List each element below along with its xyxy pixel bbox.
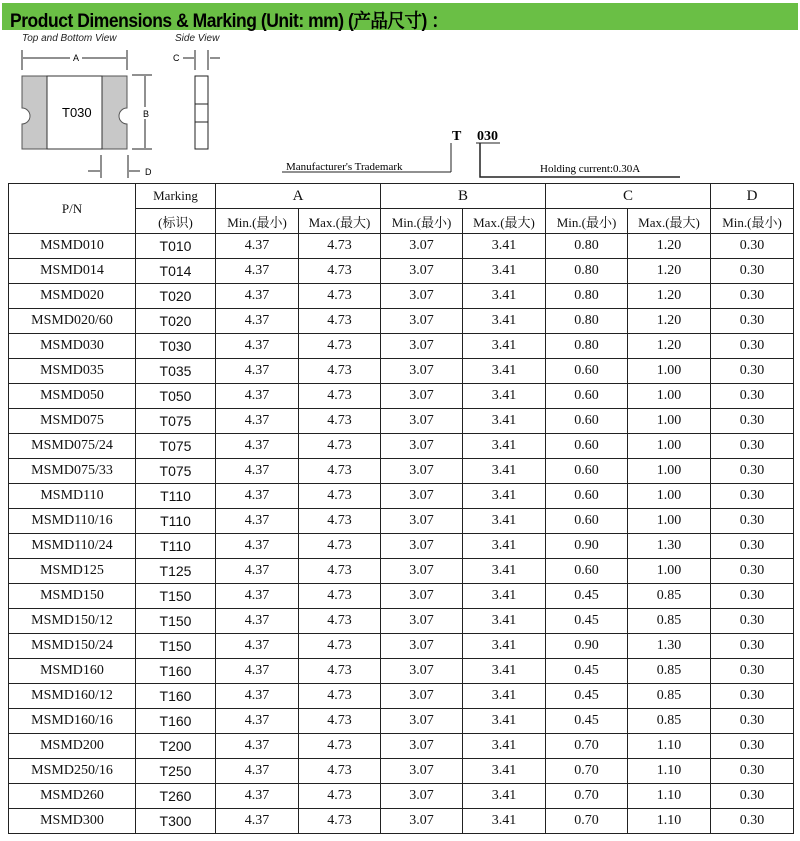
table-row: [9, 684, 794, 709]
marking-code: 030: [477, 129, 498, 144]
header-d: D: [711, 184, 794, 209]
cell-b-max: 3.41: [463, 659, 546, 684]
cell-b-max: 3.41: [463, 734, 546, 759]
cell-a-min: 4.37: [216, 559, 299, 584]
cell-c-max: 0.85: [628, 584, 711, 609]
header-marking: Marking: [136, 184, 216, 209]
cell-a-min: 4.37: [216, 484, 299, 509]
cell-a-max: 4.73: [299, 609, 381, 634]
cell-b-max: 3.41: [463, 409, 546, 434]
cell-marking: T150: [136, 584, 216, 609]
cell-a-min: 4.37: [216, 734, 299, 759]
cell-marking: T125: [136, 559, 216, 584]
header-c-max: Max.(最大): [628, 209, 711, 234]
cell-pn: MSMD150/12: [9, 609, 136, 634]
cell-c-max: 1.00: [628, 434, 711, 459]
cell-a-min: 4.37: [216, 609, 299, 634]
cell-b-max: 3.41: [463, 284, 546, 309]
cell-b-min: 3.07: [381, 634, 463, 659]
cell-marking: T110: [136, 484, 216, 509]
cell-b-min: 3.07: [381, 659, 463, 684]
cell-b-min: 3.07: [381, 309, 463, 334]
cell-pn: MSMD010: [9, 234, 136, 259]
cell-a-max: 4.73: [299, 584, 381, 609]
cell-marking: T030: [136, 334, 216, 359]
cell-b-max: 3.41: [463, 609, 546, 634]
cell-pn: MSMD250/16: [9, 759, 136, 784]
cell-marking: T300: [136, 809, 216, 834]
cell-d-min: 0.30: [711, 384, 794, 409]
cell-c-max: 1.00: [628, 559, 711, 584]
cell-c-min: 0.60: [546, 359, 628, 384]
cell-a-min: 4.37: [216, 259, 299, 284]
cell-c-min: 0.60: [546, 459, 628, 484]
cell-b-min: 3.07: [381, 284, 463, 309]
cell-c-max: 1.20: [628, 334, 711, 359]
header-pn: P/N: [9, 184, 136, 234]
table-row: [9, 459, 794, 484]
cell-c-min: 0.70: [546, 759, 628, 784]
cell-pn: MSMD125: [9, 559, 136, 584]
cell-b-max: 3.41: [463, 634, 546, 659]
dim-b-label: B: [143, 109, 150, 119]
cell-b-min: 3.07: [381, 784, 463, 809]
cell-c-min: 0.60: [546, 484, 628, 509]
cell-c-max: 1.00: [628, 359, 711, 384]
cell-a-max: 4.73: [299, 334, 381, 359]
cell-d-min: 0.30: [711, 584, 794, 609]
cell-c-min: 0.90: [546, 634, 628, 659]
table-row: [9, 784, 794, 809]
cell-a-min: 4.37: [216, 784, 299, 809]
table-row: [9, 234, 794, 259]
cell-b-min: 3.07: [381, 334, 463, 359]
cell-c-max: 1.10: [628, 734, 711, 759]
cell-marking: T014: [136, 259, 216, 284]
cell-d-min: 0.30: [711, 684, 794, 709]
cell-b-max: 3.41: [463, 459, 546, 484]
cell-marking: T110: [136, 534, 216, 559]
cell-a-max: 4.73: [299, 309, 381, 334]
cell-d-min: 0.30: [711, 534, 794, 559]
cell-c-max: 1.00: [628, 509, 711, 534]
chip-marking: T030: [62, 105, 92, 120]
cell-a-max: 4.73: [299, 659, 381, 684]
dim-c-label: C: [173, 53, 180, 63]
cell-pn: MSMD110/16: [9, 509, 136, 534]
cell-b-max: 3.41: [463, 534, 546, 559]
cell-c-max: 1.10: [628, 809, 711, 834]
cell-a-max: 4.73: [299, 634, 381, 659]
cell-marking: T020: [136, 284, 216, 309]
cell-marking: T160: [136, 684, 216, 709]
cell-b-max: 3.41: [463, 359, 546, 384]
cell-marking: T250: [136, 759, 216, 784]
section-title: Product Dimensions & Marking (Unit: mm) (产品尺寸) ：: [10, 11, 449, 32]
cell-a-max: 4.73: [299, 534, 381, 559]
cell-marking: T150: [136, 609, 216, 634]
header-c: C: [546, 184, 711, 209]
cell-pn: MSMD020/60: [9, 309, 136, 334]
table-row: [9, 359, 794, 384]
cell-marking: T050: [136, 384, 216, 409]
cell-pn: MSMD150: [9, 584, 136, 609]
cell-pn: MSMD110: [9, 484, 136, 509]
cell-b-max: 3.41: [463, 759, 546, 784]
cell-a-max: 4.73: [299, 759, 381, 784]
cell-pn: MSMD160/12: [9, 684, 136, 709]
cell-a-min: 4.37: [216, 659, 299, 684]
dim-d-label: D: [145, 167, 152, 177]
cell-d-min: 0.30: [711, 459, 794, 484]
cell-c-min: 0.60: [546, 434, 628, 459]
cell-d-min: 0.30: [711, 759, 794, 784]
cell-marking: T150: [136, 634, 216, 659]
cell-a-max: 4.73: [299, 234, 381, 259]
cell-marking: T035: [136, 359, 216, 384]
cell-d-min: 0.30: [711, 259, 794, 284]
cell-pn: MSMD110/24: [9, 534, 136, 559]
cell-d-min: 0.30: [711, 234, 794, 259]
cell-marking: T075: [136, 409, 216, 434]
cell-pn: MSMD030: [9, 334, 136, 359]
cell-a-max: 4.73: [299, 784, 381, 809]
cell-c-max: 1.10: [628, 784, 711, 809]
cell-a-max: 4.73: [299, 359, 381, 384]
cell-a-min: 4.37: [216, 584, 299, 609]
cell-c-max: 1.00: [628, 409, 711, 434]
table-row: [9, 759, 794, 784]
header-marking-cn: (标识): [136, 209, 216, 234]
cell-d-min: 0.30: [711, 409, 794, 434]
cell-pn: MSMD014: [9, 259, 136, 284]
cell-c-max: 1.00: [628, 484, 711, 509]
cell-a-min: 4.37: [216, 334, 299, 359]
cell-c-min: 0.60: [546, 559, 628, 584]
header-a-max: Max.(最大): [299, 209, 381, 234]
cell-a-min: 4.37: [216, 534, 299, 559]
cell-d-min: 0.30: [711, 734, 794, 759]
cell-c-min: 0.80: [546, 309, 628, 334]
cell-a-min: 4.37: [216, 409, 299, 434]
header-b-max: Max.(最大): [463, 209, 546, 234]
cell-c-max: 0.85: [628, 659, 711, 684]
cell-b-min: 3.07: [381, 484, 463, 509]
cell-b-max: 3.41: [463, 434, 546, 459]
cell-a-max: 4.73: [299, 709, 381, 734]
cell-d-min: 0.30: [711, 309, 794, 334]
cell-marking: T110: [136, 509, 216, 534]
cell-c-min: 0.80: [546, 234, 628, 259]
cell-b-min: 3.07: [381, 709, 463, 734]
cell-c-min: 0.70: [546, 809, 628, 834]
cell-b-min: 3.07: [381, 534, 463, 559]
cell-b-min: 3.07: [381, 809, 463, 834]
cell-pn: MSMD075: [9, 409, 136, 434]
table-row: [9, 709, 794, 734]
cell-marking: T160: [136, 709, 216, 734]
cell-a-min: 4.37: [216, 459, 299, 484]
cell-b-max: 3.41: [463, 484, 546, 509]
cell-c-max: 1.10: [628, 759, 711, 784]
cell-c-min: 0.80: [546, 259, 628, 284]
cell-b-max: 3.41: [463, 384, 546, 409]
cell-a-max: 4.73: [299, 509, 381, 534]
cell-c-min: 0.80: [546, 284, 628, 309]
cell-c-min: 0.60: [546, 409, 628, 434]
marking-prefix: T: [452, 129, 462, 144]
cell-marking: T010: [136, 234, 216, 259]
cell-d-min: 0.30: [711, 434, 794, 459]
cell-marking: T160: [136, 659, 216, 684]
cell-pn: MSMD050: [9, 384, 136, 409]
cell-c-max: 1.00: [628, 384, 711, 409]
cell-c-max: 1.00: [628, 459, 711, 484]
table-row: [9, 409, 794, 434]
cell-a-min: 4.37: [216, 709, 299, 734]
cell-c-min: 0.80: [546, 334, 628, 359]
cell-b-min: 3.07: [381, 259, 463, 284]
cell-d-min: 0.30: [711, 284, 794, 309]
cell-d-min: 0.30: [711, 659, 794, 684]
table-row: [9, 809, 794, 834]
cell-a-min: 4.37: [216, 309, 299, 334]
table-row: [9, 534, 794, 559]
cell-b-min: 3.07: [381, 584, 463, 609]
cell-marking: T075: [136, 459, 216, 484]
cell-a-max: 4.73: [299, 734, 381, 759]
cell-pn: MSMD075/33: [9, 459, 136, 484]
cell-a-max: 4.73: [299, 809, 381, 834]
header-b: B: [381, 184, 546, 209]
cell-c-min: 0.45: [546, 684, 628, 709]
dimension-diagram: [0, 0, 800, 183]
cell-a-max: 4.73: [299, 409, 381, 434]
cell-b-max: 3.41: [463, 784, 546, 809]
cell-c-max: 1.30: [628, 634, 711, 659]
cell-d-min: 0.30: [711, 484, 794, 509]
cell-c-min: 0.70: [546, 784, 628, 809]
header-b-min: Min.(最小): [381, 209, 463, 234]
cell-c-min: 0.60: [546, 384, 628, 409]
cell-b-max: 3.41: [463, 709, 546, 734]
cell-c-max: 1.30: [628, 534, 711, 559]
cell-pn: MSMD200: [9, 734, 136, 759]
cell-a-min: 4.37: [216, 234, 299, 259]
table-row: [9, 259, 794, 284]
table-row: [9, 309, 794, 334]
cell-pn: MSMD035: [9, 359, 136, 384]
table-row: [9, 634, 794, 659]
cell-d-min: 0.30: [711, 609, 794, 634]
cell-d-min: 0.30: [711, 359, 794, 384]
cell-c-min: 0.60: [546, 509, 628, 534]
cell-c-min: 0.45: [546, 709, 628, 734]
cell-b-min: 3.07: [381, 759, 463, 784]
cell-b-min: 3.07: [381, 359, 463, 384]
header-d-min: Min.(最小): [711, 209, 794, 234]
cell-b-max: 3.41: [463, 809, 546, 834]
cell-marking: T200: [136, 734, 216, 759]
cell-b-min: 3.07: [381, 234, 463, 259]
cell-pn: MSMD160/16: [9, 709, 136, 734]
header-c-min: Min.(最小): [546, 209, 628, 234]
cell-a-max: 4.73: [299, 484, 381, 509]
cell-d-min: 0.30: [711, 559, 794, 584]
table-row: [9, 609, 794, 634]
holding-current-label: Holding current:0.30A: [540, 163, 641, 175]
cell-c-min: 0.90: [546, 534, 628, 559]
cell-c-min: 0.45: [546, 609, 628, 634]
cell-marking: T020: [136, 309, 216, 334]
cell-a-max: 4.73: [299, 259, 381, 284]
table-row: [9, 559, 794, 584]
header-a: A: [216, 184, 381, 209]
cell-pn: MSMD300: [9, 809, 136, 834]
cell-c-min: 0.70: [546, 734, 628, 759]
cell-a-min: 4.37: [216, 509, 299, 534]
cell-c-min: 0.45: [546, 659, 628, 684]
cell-pn: MSMD260: [9, 784, 136, 809]
cell-pn: MSMD160: [9, 659, 136, 684]
cell-b-max: 3.41: [463, 234, 546, 259]
cell-c-max: 0.85: [628, 609, 711, 634]
trademark-label: Manufacturer's Trademark: [286, 161, 403, 173]
cell-b-min: 3.07: [381, 409, 463, 434]
cell-pn: MSMD150/24: [9, 634, 136, 659]
table-row: [9, 509, 794, 534]
cell-c-max: 1.20: [628, 309, 711, 334]
table-row: [9, 384, 794, 409]
cell-b-max: 3.41: [463, 684, 546, 709]
cell-c-max: 0.85: [628, 709, 711, 734]
cell-b-min: 3.07: [381, 459, 463, 484]
cell-b-min: 3.07: [381, 384, 463, 409]
cell-a-min: 4.37: [216, 809, 299, 834]
cell-c-max: 1.20: [628, 284, 711, 309]
cell-b-max: 3.41: [463, 559, 546, 584]
cell-a-max: 4.73: [299, 684, 381, 709]
cell-a-min: 4.37: [216, 359, 299, 384]
cell-d-min: 0.30: [711, 509, 794, 534]
cell-c-max: 0.85: [628, 684, 711, 709]
cell-a-max: 4.73: [299, 384, 381, 409]
cell-b-max: 3.41: [463, 259, 546, 284]
cell-d-min: 0.30: [711, 634, 794, 659]
cell-pn: MSMD075/24: [9, 434, 136, 459]
cell-a-max: 4.73: [299, 434, 381, 459]
cell-b-min: 3.07: [381, 509, 463, 534]
cell-a-min: 4.37: [216, 759, 299, 784]
cell-b-max: 3.41: [463, 584, 546, 609]
cell-d-min: 0.30: [711, 334, 794, 359]
cell-d-min: 0.30: [711, 809, 794, 834]
table-row: [9, 584, 794, 609]
cell-a-max: 4.73: [299, 284, 381, 309]
cell-b-min: 3.07: [381, 684, 463, 709]
cell-a-min: 4.37: [216, 434, 299, 459]
cell-a-min: 4.37: [216, 284, 299, 309]
cell-b-max: 3.41: [463, 309, 546, 334]
table-row: [9, 334, 794, 359]
cell-b-min: 3.07: [381, 734, 463, 759]
table-row: [9, 659, 794, 684]
table-row: [9, 434, 794, 459]
cell-d-min: 0.30: [711, 784, 794, 809]
cell-marking: T075: [136, 434, 216, 459]
table-row: [9, 284, 794, 309]
side-view-label: Side View: [175, 33, 220, 44]
table-row: [9, 734, 794, 759]
cell-c-max: 1.20: [628, 234, 711, 259]
dim-a-label: A: [73, 53, 80, 63]
cell-a-min: 4.37: [216, 684, 299, 709]
cell-b-max: 3.41: [463, 509, 546, 534]
cell-a-max: 4.73: [299, 559, 381, 584]
cell-c-max: 1.20: [628, 259, 711, 284]
cell-c-min: 0.45: [546, 584, 628, 609]
header-a-min: Min.(最小): [216, 209, 299, 234]
cell-marking: T260: [136, 784, 216, 809]
cell-b-min: 3.07: [381, 559, 463, 584]
cell-b-min: 3.07: [381, 434, 463, 459]
table-row: [9, 484, 794, 509]
top-view-label: Top and Bottom View: [22, 33, 117, 44]
dimensions-table: [8, 183, 794, 834]
cell-a-min: 4.37: [216, 634, 299, 659]
cell-pn: MSMD020: [9, 284, 136, 309]
cell-a-min: 4.37: [216, 384, 299, 409]
cell-b-min: 3.07: [381, 609, 463, 634]
cell-d-min: 0.30: [711, 709, 794, 734]
cell-b-max: 3.41: [463, 334, 546, 359]
cell-a-max: 4.73: [299, 459, 381, 484]
